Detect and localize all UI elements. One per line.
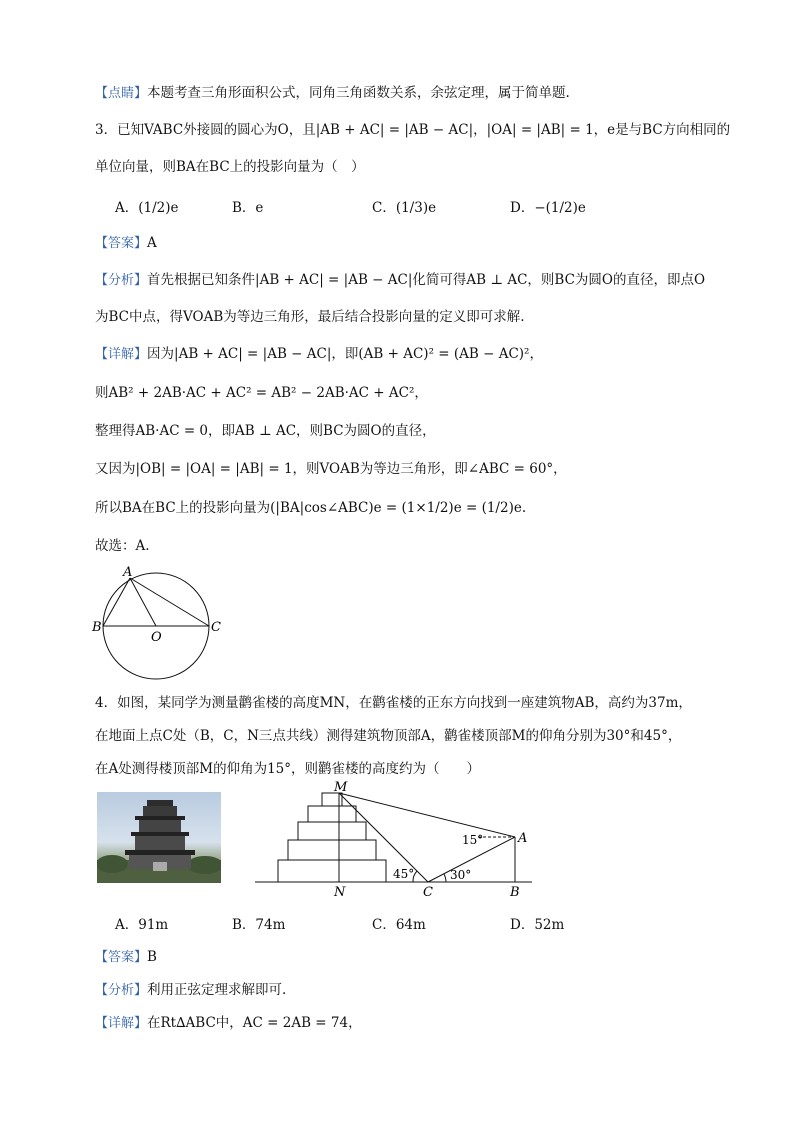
q4-detail-line bbox=[95, 1013, 362, 1034]
q4-tower-figure bbox=[250, 780, 540, 900]
label-b: B bbox=[510, 885, 520, 900]
dianjing-text: 本题考查三角形面积公式，同角三角函数关系，余弦定理，属于简单题. bbox=[147, 85, 570, 101]
q4-detail-tag: 【详解】 bbox=[95, 1016, 148, 1031]
label-angle-30: 30° bbox=[450, 868, 472, 882]
dianjing-tag: 【点睛】 bbox=[95, 86, 148, 101]
q3-detail-text1: 因为|AB + AC| = |AB − AC|，即(AB + AC)² = (AB − AC)²， bbox=[147, 346, 543, 362]
q4-option-a: A．91m bbox=[115, 917, 169, 933]
arc-30 bbox=[444, 874, 446, 882]
label-b: B bbox=[92, 620, 102, 635]
tower-photo bbox=[97, 792, 221, 883]
q3-detail-tag: 【详解】 bbox=[95, 347, 148, 362]
q3-analysis-line2: 为BC中点，得VOAB为等边三角形，最后结合投影向量的定义即可求解. bbox=[95, 309, 525, 325]
q4-analysis-text: 利用正弦定理求解即可. bbox=[147, 982, 287, 998]
q3-detail-line4: 又因为|OB| = |OA| = |AB| = 1，则VOAB为等边三角形，即∠ABC = 60°， bbox=[95, 461, 567, 477]
segment-ac bbox=[130, 578, 209, 626]
q3-option-b: B．e bbox=[232, 200, 264, 216]
segment-ma bbox=[339, 793, 515, 837]
q4-detail-text: 在Rt∆ABC中，AC = 2AB = 74， bbox=[147, 1015, 362, 1031]
q4-analysis-line bbox=[95, 980, 286, 1001]
q4-answer: B bbox=[147, 949, 157, 965]
tower-step-1 bbox=[278, 860, 386, 882]
q4-answer-line bbox=[95, 947, 157, 968]
q3-answer: A bbox=[147, 235, 157, 251]
q3-option-a: A．(1/2)e bbox=[115, 200, 179, 216]
label-angle-15: 15° bbox=[462, 833, 484, 847]
label-m: M bbox=[334, 780, 348, 795]
q4-answer-tag: 【答案】 bbox=[95, 950, 148, 965]
q3-choice-line: 故选：A. bbox=[95, 538, 150, 554]
q3-answer-tag: 【答案】 bbox=[95, 236, 148, 251]
q3-analysis-tag: 【分析】 bbox=[95, 273, 148, 288]
q3-detail-line5: 所以BA在BC上的投影向量为(|BA|cos∠ABC)e = (1×1/2)e = (1/2)e. bbox=[95, 500, 527, 516]
tower-step-3 bbox=[298, 822, 366, 840]
q3-option-d: D．−(1/2)e bbox=[510, 200, 586, 216]
label-a: A bbox=[123, 565, 133, 580]
tower-step-4 bbox=[308, 806, 356, 822]
q3-stem-line1: 3．已知VABC外接圆的圆心为O，且|AB + AC| = |AB − AC|，|OA| = |AB| = 1，e是与BC方向相同的 bbox=[95, 122, 731, 138]
dianjing-line bbox=[95, 83, 570, 104]
segment-mc bbox=[339, 793, 428, 882]
q3-detail-line2: 则AB² + 2AB·AC + AC² = AB² − 2AB·AC + AC²， bbox=[95, 385, 428, 401]
segment-ao bbox=[130, 578, 156, 626]
tower-photo-drawing bbox=[97, 792, 221, 883]
q3-analysis-text1: 首先根据已知条件|AB + AC| = |AB − AC|化简可得AB ⊥ AC，则BC为圆O的直径，即点O bbox=[147, 272, 706, 288]
q3-answer-line bbox=[95, 233, 157, 254]
q4-option-b: B．74m bbox=[232, 917, 286, 933]
q3-detail-line3: 整理得AB·AC = 0，即AB ⊥ AC，则BC为圆O的直径， bbox=[95, 423, 436, 439]
q3-stem-line2: 单位向量，则BA在BC上的投影向量为（ ） bbox=[95, 159, 365, 175]
q4-option-c: C．64m bbox=[372, 917, 426, 933]
q4-stem-line1: 4．如图，某同学为测量鹳雀楼的高度MN，在鹳雀楼的正东方向找到一座建筑物AB，高约为37m， bbox=[95, 695, 692, 711]
q3-analysis-line1 bbox=[95, 270, 705, 291]
q3-option-c: C．(1/3)e bbox=[372, 200, 437, 216]
q3-circle-figure bbox=[90, 562, 230, 682]
segment-ab bbox=[103, 578, 130, 626]
q4-analysis-tag: 【分析】 bbox=[95, 983, 148, 998]
q4-stem-line2: 在地面上点C处（B，C，N三点共线）测得建筑物顶部A，鹳雀楼顶部M的仰角分别为30°和45°， bbox=[95, 728, 682, 744]
label-c: C bbox=[211, 620, 221, 635]
label-n: N bbox=[334, 885, 346, 900]
label-a: A bbox=[518, 831, 528, 846]
q4-option-d: D．52m bbox=[510, 917, 565, 933]
label-o: O bbox=[151, 630, 162, 645]
label-angle-45: 45° bbox=[393, 867, 415, 881]
label-c: C bbox=[423, 885, 433, 900]
q3-detail-line1 bbox=[95, 344, 543, 365]
q4-stem-line3: 在A处测得楼顶部M的仰角为15°，则鹳雀楼的高度约为（ ） bbox=[95, 761, 480, 777]
tower-step-2 bbox=[288, 840, 376, 860]
